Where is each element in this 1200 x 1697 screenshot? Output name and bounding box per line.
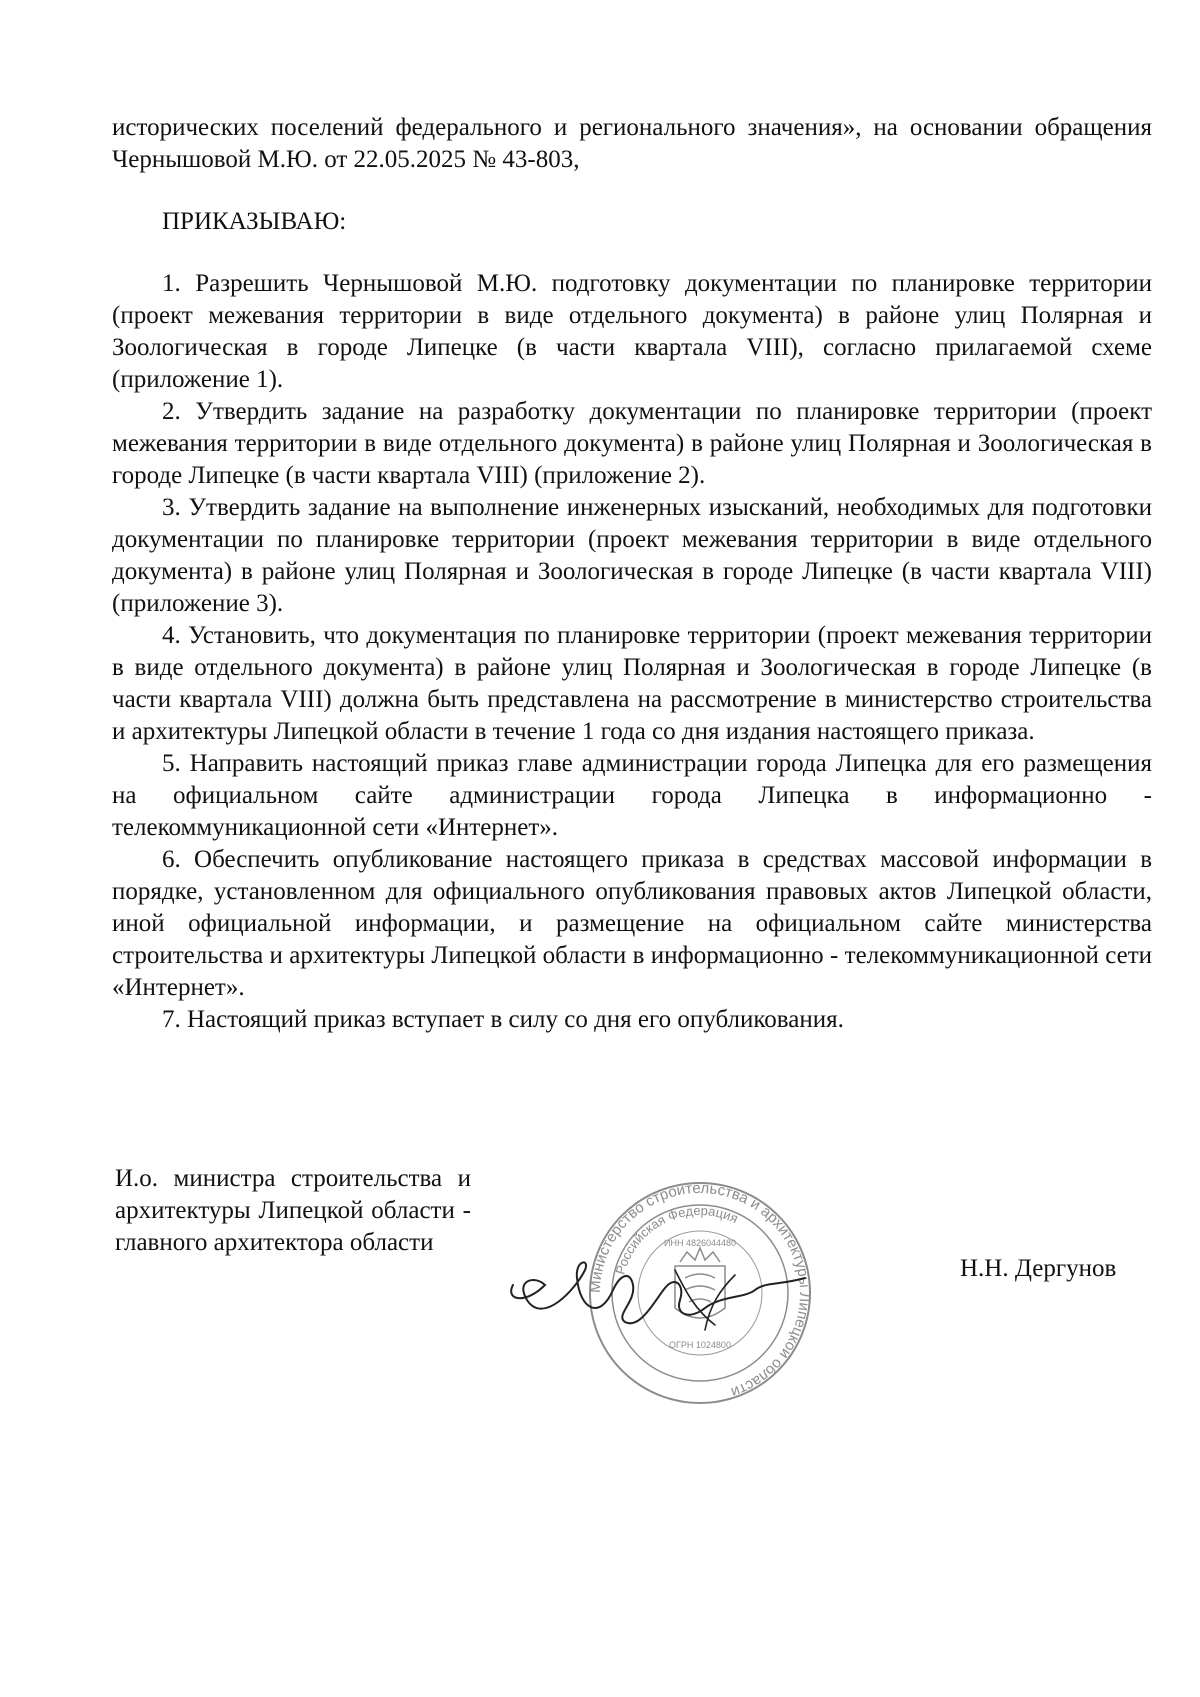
signatory-name: Н.Н. Дергунов — [960, 1255, 1117, 1282]
order-item-7: 7. Настоящий приказ вступает в силу со дня его опубликования. — [162, 1006, 844, 1033]
seal-ogrn-text: ОГРН 1024800 — [669, 1340, 731, 1350]
order-item-2: 2. Утвердить задание на разработку документации по планировке территории (проект межевания территории в виде отдельного документа) в районе улиц Полярная и Зоологическая в городе Липецке (в части квартала VIII) (приложение 2). — [112, 398, 1152, 489]
order-item-4: 4. Установить, что документация по планировке территории (проект межевания территории в виде отдельного документа) в районе улиц Полярная и Зоологическая в городе Липецке (в части квартала VIII) должна быть представлена на рассмотрение в министерство строительства и архитектуры Липецкой области в течение 1 года со дня издания настоящего приказа. — [112, 622, 1152, 745]
seal-inner-text: Российская Федерация — [612, 1202, 741, 1277]
document-body — [112, 112, 1152, 1036]
seal-outer-text: Министерство строительства и архитектуры Липецкой области — [586, 1179, 814, 1401]
order-heading: ПРИКАЗЫВАЮ: — [162, 208, 347, 235]
seal-inn-text: ИНН 4826044480 — [663, 1238, 737, 1248]
order-item-6: 6. Обеспечить опубликование настоящего приказа в средствах массовой информации в порядке, установленном для официального опубликования правовых актов Липецкой области, иной официальной информации, и размещение на официальном сайте министерства строительства и архитектуры Липецкой области в информационно - телекоммуникационной сети «Интернет». — [112, 846, 1152, 1001]
intro-paragraph: исторических поселений федерального и регионального значения», на основании обращения Чернышовой М.Ю. от 22.05.2025 № 43-803, — [112, 114, 1152, 173]
order-item-5: 5. Направить настоящий приказ главе администрации города Липецка для его размещения на официальном сайте администрации города Липецка в информационно - телекоммуникационной сети «Интернет». — [112, 750, 1152, 841]
order-item-1: 1. Разрешить Чернышовой М.Ю. подготовку документации по планировке территории (проект межевания территории в виде отдельного документа) в районе улиц Полярная и Зоологическая в городе Липецке (в части квартала VIII), согласно прилагаемой схеме (приложение 1). — [112, 270, 1152, 393]
signatory-position: И.о. министра строительства и архитектуры Липецкой области - главного архитектора области — [115, 1165, 471, 1256]
order-item-3: 3. Утвердить задание на выполнение инженерных изысканий, необходимых для подготовки документации по планировке территории (проект межевания территории в виде отдельного документа) в районе улиц Полярная и Зоологическая в городе Липецке (в части квартала VIII) (приложение 3). — [112, 494, 1152, 617]
handwritten-signature — [505, 1230, 825, 1350]
